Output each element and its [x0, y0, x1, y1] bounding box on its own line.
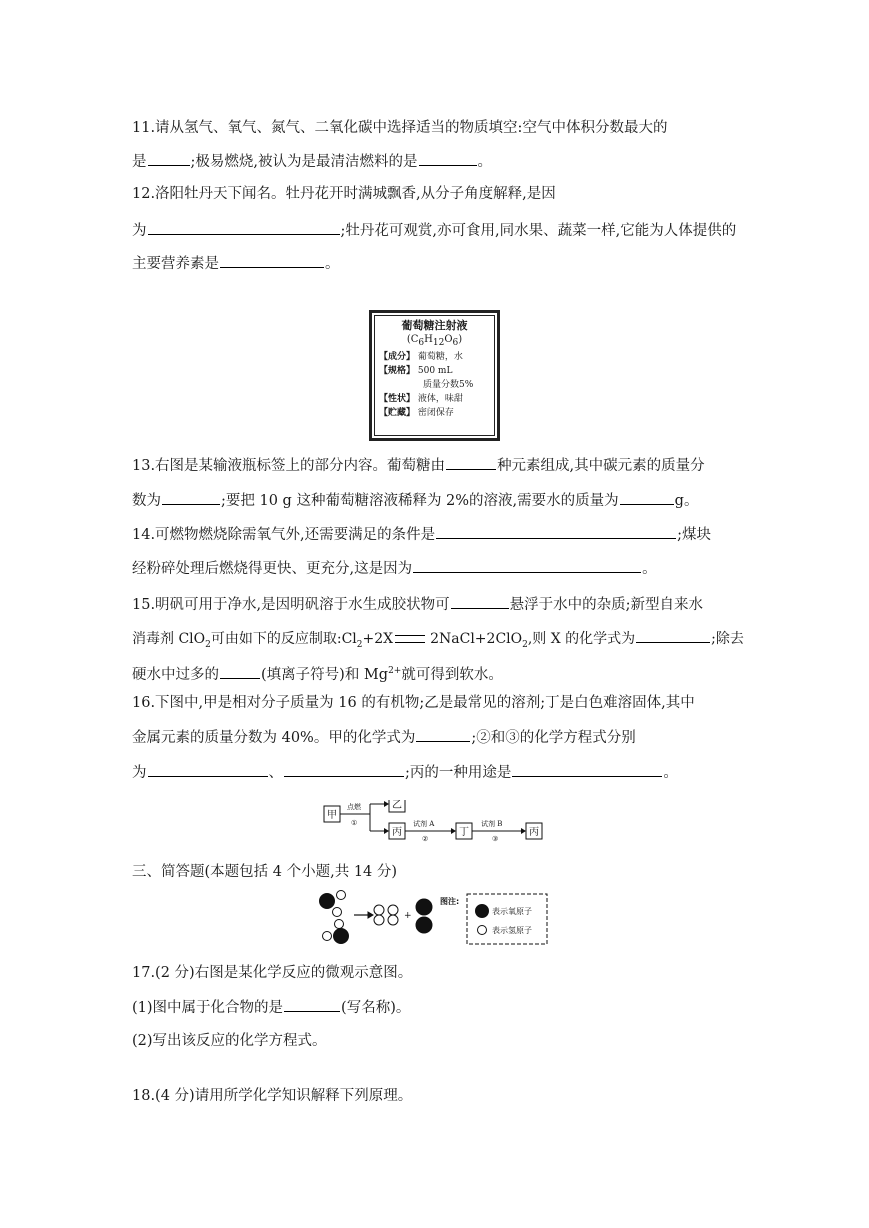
oxygen-atom-icon — [416, 899, 432, 915]
reaction-flow-diagram — [318, 800, 548, 842]
micro-reaction-diagram — [316, 890, 550, 948]
label-row-composition: 【成分】 葡萄糖，水 — [379, 352, 463, 362]
q14-blank-1[interactable] — [436, 524, 676, 539]
hydrogen-legend-icon — [478, 926, 487, 935]
q14-line2: 经粉碎处理后燃烧得更快、更充分,这是因为 。 — [132, 558, 657, 579]
q12-line1: 12.洛阳牡丹天下闻名。牡丹花开时满城飘香,从分子角度解释,是因 — [132, 186, 556, 202]
q17-part2: (2)写出该反应的化学方程式。 — [132, 1033, 327, 1049]
svg-text:+: + — [404, 911, 412, 921]
q16-blank-4[interactable] — [512, 762, 662, 777]
hydrogen-atom-icon — [337, 891, 346, 900]
label-reagent-a: 试剂 A — [413, 820, 435, 828]
q13-line1: 13.右图是某输液瓶标签上的部分内容。葡萄糖由 种元素组成,其中碳元素的质量分 — [132, 455, 705, 476]
label-ding: 丁 — [459, 827, 469, 838]
q14-line1: 14.可燃物燃烧除需氧气外,还需要满足的条件是 ;煤块 — [132, 524, 711, 545]
q12-line2: 为 ;牡丹花可观赏,亦可食用,同水果、蔬菜一样,它能为人体提供的 — [132, 220, 736, 241]
q18-stem: 18.(4 分)请用所学化学知识解释下列原理。 — [132, 1088, 413, 1104]
label-row-property: 【性状】 液体，味甜 — [379, 394, 463, 404]
q12-line3: 主要营养素是 。 — [132, 253, 340, 274]
q13-blank-1[interactable] — [446, 455, 496, 470]
q15-blank-3[interactable] — [220, 664, 260, 679]
q12-blank-1[interactable] — [148, 220, 340, 235]
label-yi: 乙 — [392, 800, 402, 811]
label-step3: ③ — [492, 835, 499, 842]
q16-blank-3[interactable] — [284, 762, 404, 777]
oxygen-atom-icon — [416, 917, 432, 933]
legend-title: 图注: — [440, 897, 460, 906]
legend-hydrogen-text: 表示氢原子 — [492, 926, 532, 935]
hydrogen-atom-icon — [388, 905, 398, 915]
hydrogen-atom-icon — [374, 915, 384, 925]
label-bing2: 丙 — [529, 827, 539, 838]
q16-blank-2[interactable] — [148, 762, 268, 777]
q11-line1: 11.请从氢气、氧气、氮气、二氧化碳中选择适当的物质填空:空气中体积分数最大的 — [132, 120, 668, 136]
label-step1: ① — [351, 819, 358, 827]
q11-line2: 是 ;极易燃烧,被认为是最清洁燃料的是 。 — [132, 151, 492, 172]
q12-blank-2[interactable] — [220, 253, 324, 268]
q15-blank-1[interactable] — [451, 594, 509, 609]
oxygen-atom-icon — [320, 894, 335, 909]
q15-line1: 15.明矾可用于净水,是因明矾溶于水生成胶状物可 悬浮于水中的杂质;新型自来水 — [132, 594, 703, 615]
q16-line1: 16.下图中,甲是相对分子质量为 16 的有机物;乙是最常见的溶剂;丁是白色难溶固体,其中 — [132, 695, 695, 711]
label-step2: ② — [422, 835, 429, 842]
hydrogen-atom-icon — [374, 905, 384, 915]
label-ignite: 点燃 — [347, 803, 361, 811]
q15-line2: 消毒剂 ClO$_2$可由如下的反应制取$:Cl_2+2X$ 2NaCl+2ClO$_2$,则 X 的化学式为 ;除去 — [132, 628, 744, 655]
section3-heading: 三、简答题(本题包括 4 个小题,共 14 分) — [132, 864, 398, 880]
label-jia: 甲 — [327, 810, 337, 821]
q13-blank-3[interactable] — [620, 490, 674, 505]
equals-sign — [395, 635, 425, 643]
oxygen-atom-icon — [334, 929, 349, 944]
q15-blank-2[interactable] — [636, 628, 710, 643]
hydrogen-atom-icon — [388, 915, 398, 925]
q11-blank-1[interactable] — [148, 151, 190, 166]
label-row-spec2: 质量分数5% — [423, 380, 474, 390]
q11-blank-2[interactable] — [419, 151, 477, 166]
label-title: 葡萄糖注射液 — [401, 319, 468, 332]
q17-part1: (1)图中属于化合物的是 (写名称)。 — [132, 997, 410, 1018]
q15-line3: 硬水中过多的 (填离子符号)和 $Mg^{2+}$就可得到软水。 — [132, 661, 503, 685]
label-formula: $(C_6H_{12}O_6)$ — [406, 334, 463, 348]
hydrogen-atom-icon — [333, 908, 342, 917]
hydrogen-atom-icon — [335, 920, 344, 929]
label-reagent-b: 试剂 B — [481, 820, 503, 828]
q13-line2: 数为 ;要把 10 g 这种葡萄糖溶液稀释为 2%的溶液,需要水的质量为 g。 — [132, 490, 698, 511]
q16-line3: 为 、 ;丙的一种用途是 。 — [132, 762, 678, 783]
q16-blank-1[interactable] — [416, 727, 470, 742]
q14-blank-2[interactable] — [413, 558, 641, 573]
glucose-label — [369, 310, 500, 441]
legend-oxygen-text: 表示氧原子 — [492, 907, 532, 916]
hydrogen-atom-icon — [323, 932, 332, 941]
q16-line2: 金属元素的质量分数为 40%。甲的化学式为 ;②和③的化学方程式分别 — [132, 727, 636, 748]
legend-box — [467, 894, 547, 944]
label-bing1: 丙 — [392, 827, 402, 838]
label-row-spec: 【规格】 500 mL — [379, 366, 453, 376]
label-row-storage: 【贮藏】 密闭保存 — [379, 408, 454, 418]
q17-stem: 17.(2 分)右图是某化学反应的微观示意图。 — [132, 965, 413, 981]
q13-blank-2[interactable] — [162, 490, 220, 505]
oxygen-legend-icon — [476, 905, 489, 918]
q17-blank-1[interactable] — [284, 997, 340, 1012]
